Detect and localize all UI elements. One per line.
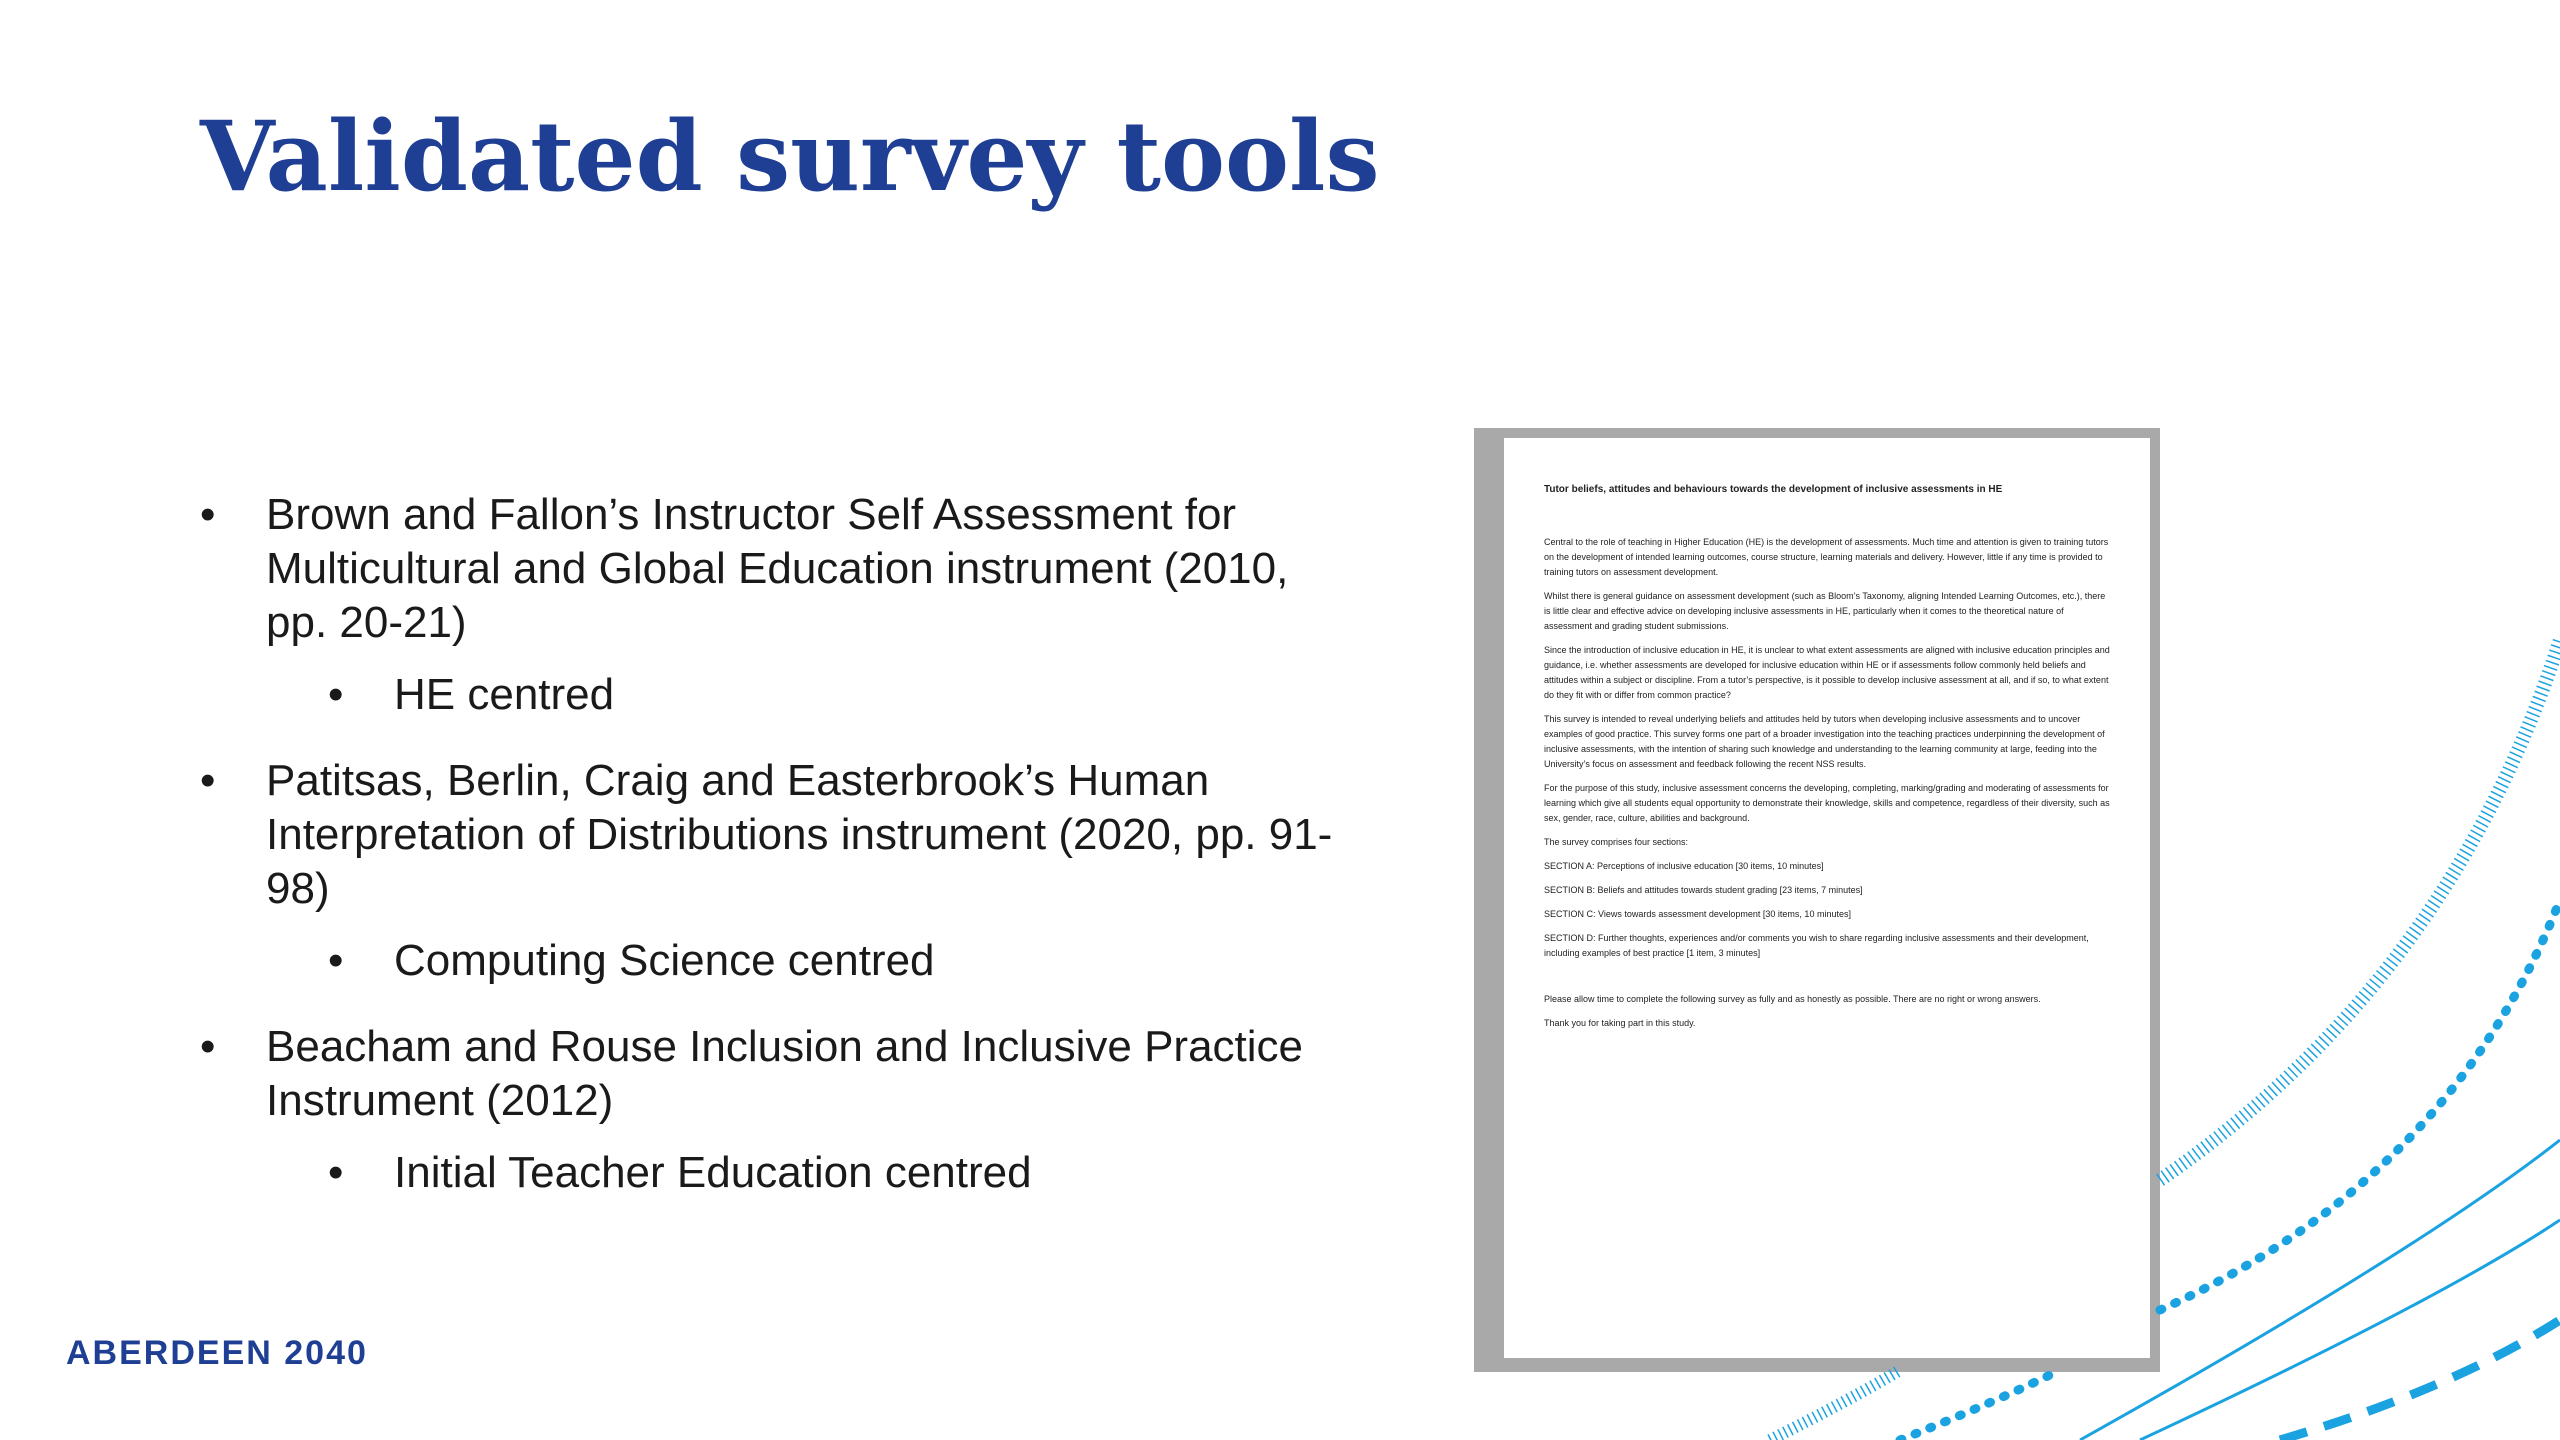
- bullet-glyph: •: [200, 756, 216, 805]
- arc-line-dotted-2: [1900, 1370, 2060, 1440]
- document-paragraph: This survey is intended to reveal underlying beliefs and attitudes held by tutors when developing inclusive assessments and to uncover examples of good practice. This survey forms one part of a broader investigation into the teaching practices underpinning the development of inclusive assessments, with the intention of sharing such knowledge and understanding to the learning community at large, feeding into the University’s focus on assessment and feedback following the recent NSS results.: [1544, 714, 2105, 769]
- sub-bullet-text: Initial Teacher Education centred: [394, 1148, 1032, 1197]
- document-section-line: SECTION A: Perceptions of inclusive education [30 items, 10 minutes]: [1544, 861, 1824, 871]
- survey-document-page: [1504, 438, 2150, 1358]
- document-paragraph: Whilst there is general guidance on assessment development (such as Bloom’s Taxonomy, aligning Intended Learning Outcomes, etc.), there is little clear and effective advice on developing inclusive assessments in HE, particularly when it comes to the theoretical nature of assessment and grading student submissions.: [1544, 591, 2106, 631]
- slide-title: Validated survey tools: [200, 100, 1380, 213]
- bullet-item: [200, 488, 1350, 650]
- document-closing: Thank you for taking part in this study.: [1544, 1018, 1696, 1028]
- document-title: Tutor beliefs, attitudes and behaviours towards the development of inclusive assessments in HE: [1544, 484, 2003, 495]
- bullet-glyph: •: [200, 490, 216, 539]
- sub-bullet-text: HE centred: [394, 670, 615, 719]
- bullet-item: [200, 754, 1350, 916]
- arc-line-dashed: [2280, 1320, 2560, 1440]
- brand-footer: ABERDEEN 2040: [66, 1334, 368, 1372]
- document-section-line: SECTION B: Beliefs and attitudes towards student grading [23 items, 7 minutes]: [1544, 885, 1863, 895]
- arc-line-dotted-1: [2160, 900, 2560, 1310]
- document-closing: Please allow time to complete the following survey as fully and as honestly as possible. There are no right or wrong answers.: [1544, 994, 2041, 1004]
- document-spacer: [1544, 970, 2110, 992]
- document-paragraph: The survey comprises four sections:: [1544, 837, 1689, 847]
- document-section-line: SECTION D: Further thoughts, experiences and/or comments you wish to share regarding inclusive assessments and their development, including examples of best practice [1 item, 3 minutes]: [1544, 933, 2089, 958]
- document-paragraph: Since the introduction of inclusive education in HE, it is unclear to what extent assessments are aligned with inclusive education principles and guidance, i.e. whether assessments are developed for inclusive education within HE or if assessments follow commonly held beliefs and attitudes within a subject or discipline. From a tutor’s perspective, is it possible to develop inclusive assessment at all, and if so, to what extent do they fit with or differ from common practice?: [1544, 645, 2110, 700]
- bullet-item: [200, 1020, 1350, 1128]
- document-section-line: SECTION C: Views towards assessment development [30 items, 10 minutes]: [1544, 909, 1851, 919]
- sub-bullet-item: [200, 668, 1350, 722]
- bullet-glyph: •: [328, 936, 344, 985]
- bullet-glyph: •: [200, 1022, 216, 1071]
- document-paragraph: Central to the role of teaching in Higher Education (HE) is the development of assessments. Much time and attention is given to training tutors on the development of intended learning outcomes, course structure, learning materials and delivery. However, little if any time is provided to training tutors on assessment development.: [1544, 537, 2109, 577]
- bullet-text: Patitsas, Berlin, Craig and Easterbrook’s Human Interpretation of Distributions instrument (2020, pp. 91-98): [266, 756, 1333, 913]
- sub-bullet-item: [200, 1146, 1350, 1200]
- arc-line-hatched-2: [1770, 1370, 1900, 1440]
- bullet-list: [200, 488, 1350, 1232]
- sub-bullet-item: [200, 934, 1350, 988]
- survey-document-image: [1474, 428, 2160, 1372]
- document-paragraph: For the purpose of this study, inclusive assessment concerns the developing, completing, marking/grading and moderating of assessments for learning which give all students equal opportunity to demonstrate their knowledge, skills and competence, regardless of their diversity, such as sex, gender, race, culture, abilities and background.: [1544, 783, 2110, 823]
- bullet-glyph: •: [328, 670, 344, 719]
- bullet-glyph: •: [328, 1148, 344, 1197]
- bullet-text: Beacham and Rouse Inclusion and Inclusive Practice Instrument (2012): [266, 1022, 1304, 1125]
- arc-line-hatched-1: [2160, 640, 2560, 1180]
- arc-line-solid-2: [2140, 1220, 2560, 1440]
- sub-bullet-text: Computing Science centred: [394, 936, 935, 985]
- bullet-text: Brown and Fallon’s Instructor Self Assessment for Multicultural and Global Education instrument (2010, pp. 20-21): [266, 490, 1289, 647]
